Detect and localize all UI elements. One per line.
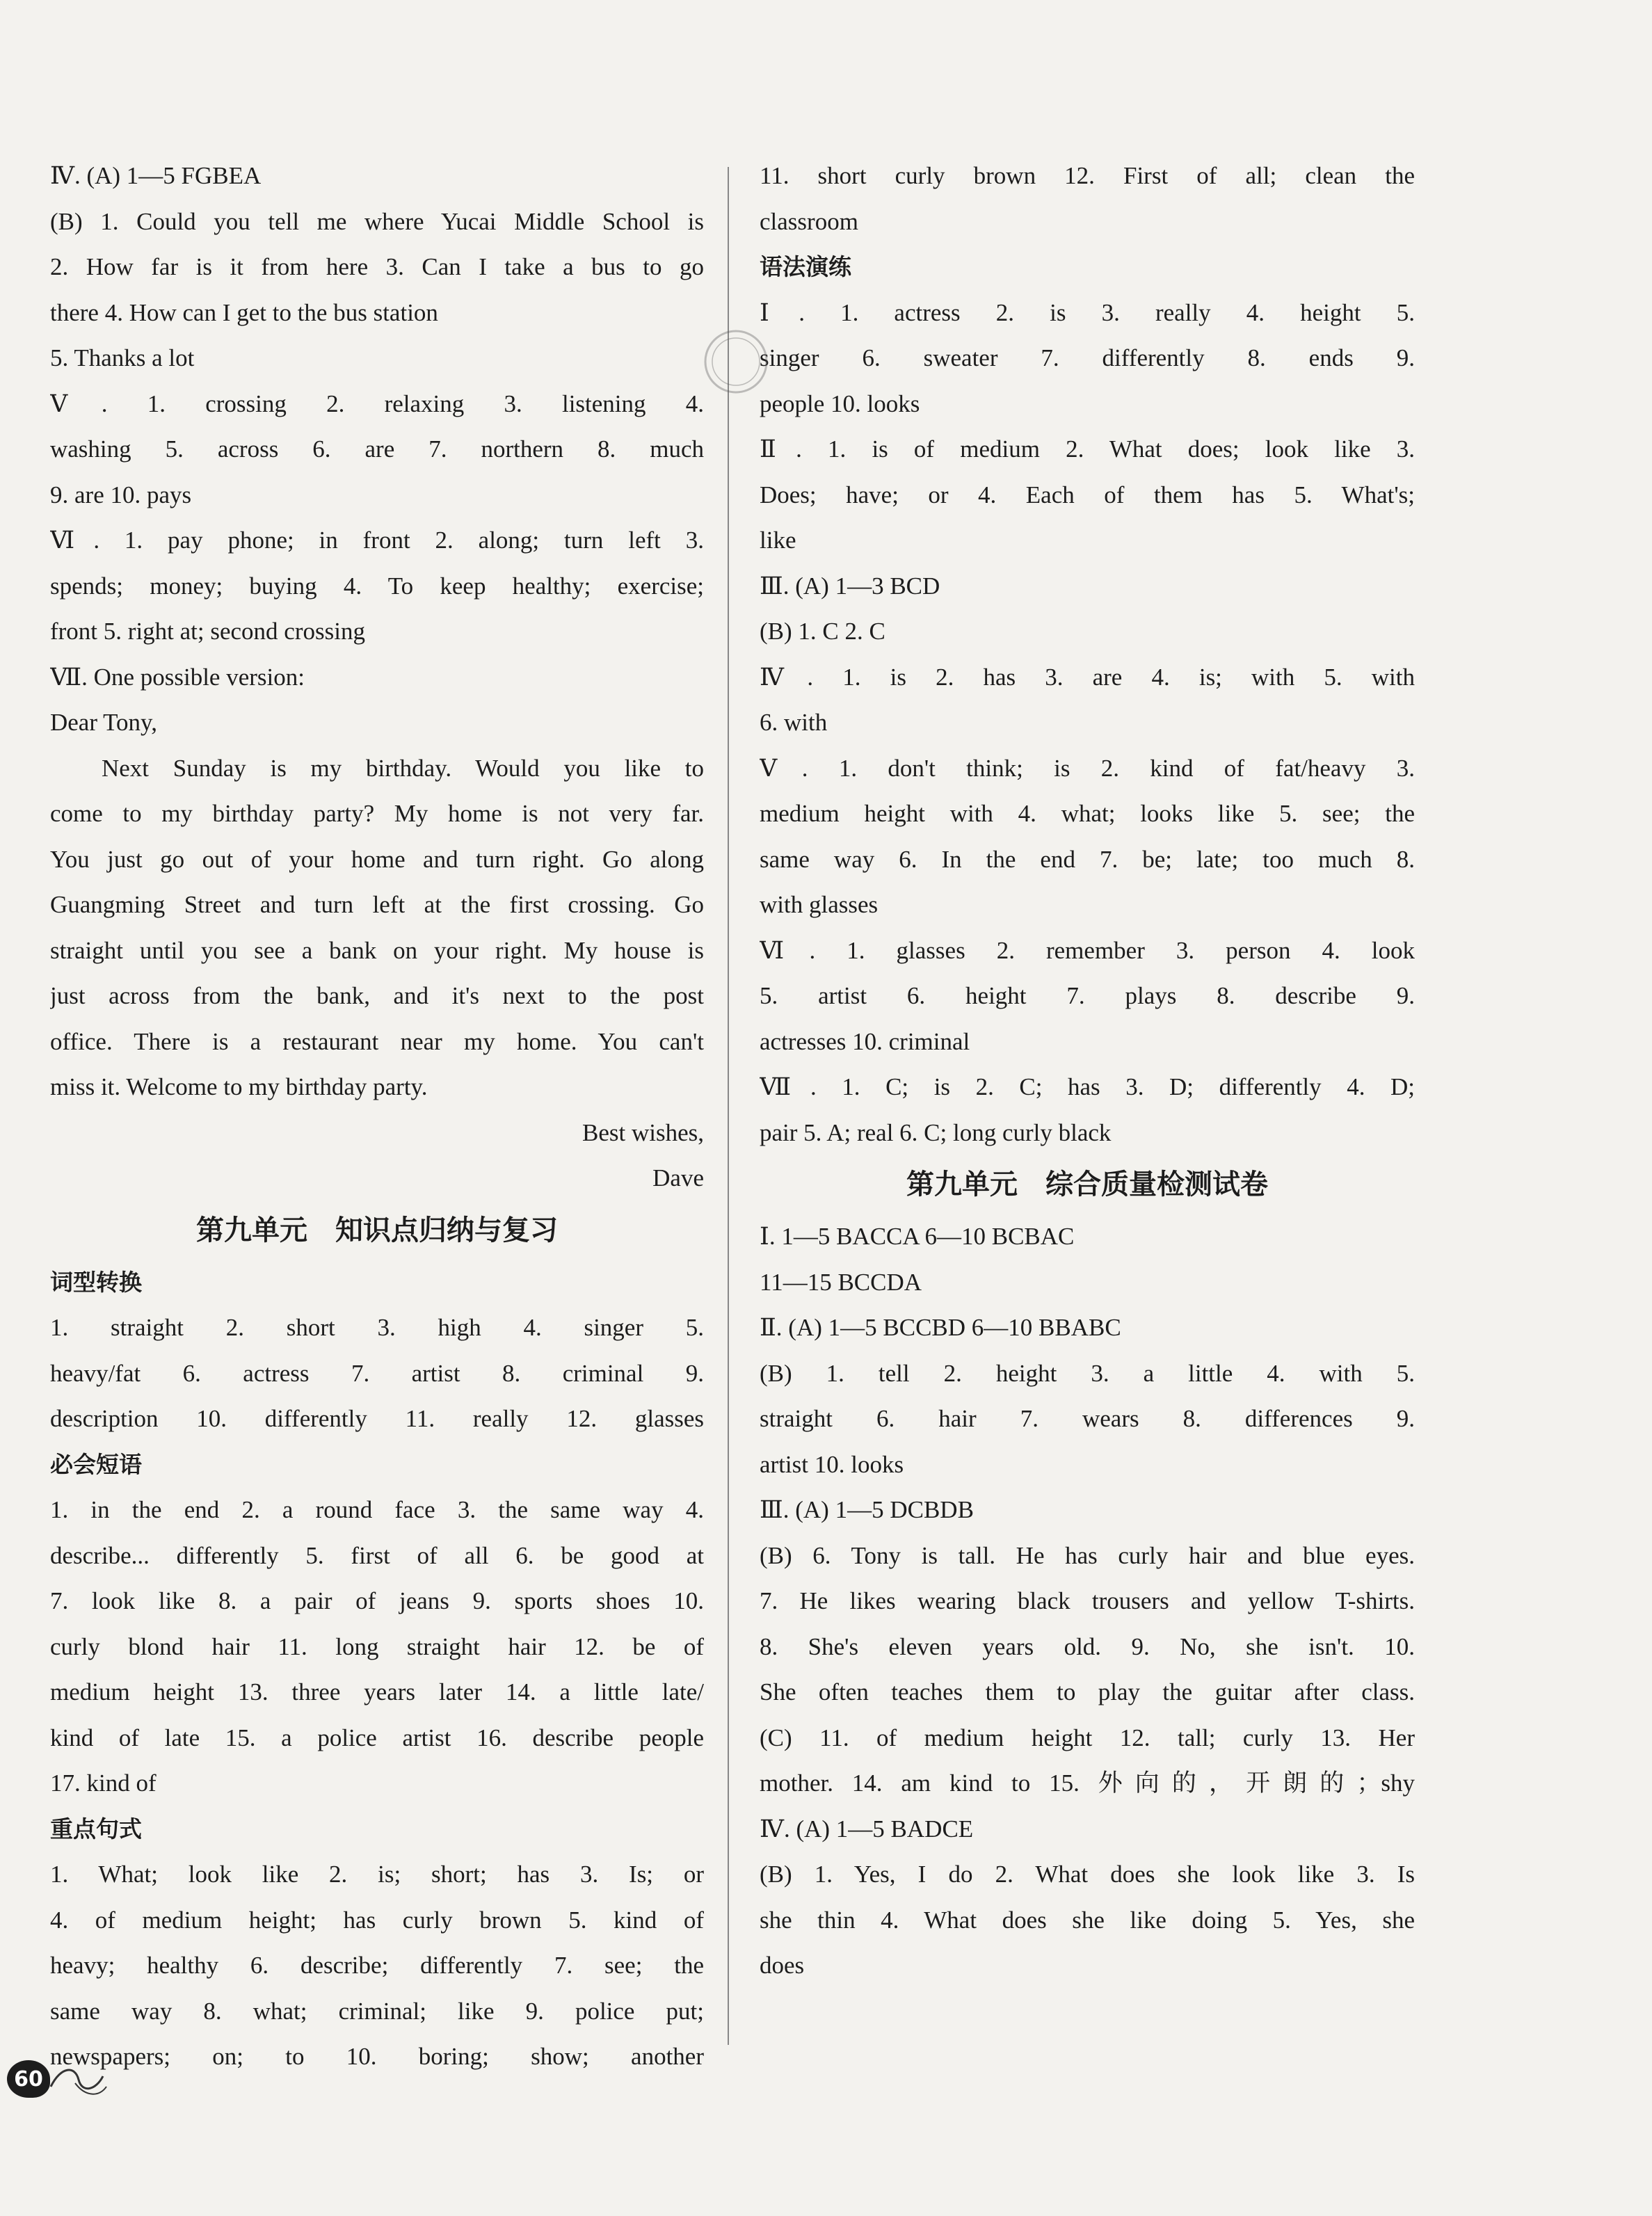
- left-line: office. There is a restaurant near my home. You can't: [50, 1027, 704, 1055]
- right-line: (C) 11. of medium height 12. tall; curly 13. Her: [760, 1724, 1415, 1751]
- left-line: 2. How far is it from here 3. Can I take a bus to go: [50, 253, 704, 280]
- right-line: (B) 1. tell 2. height 3. a little 4. with 5.: [760, 1359, 1415, 1387]
- left-line: miss it. Welcome to my birthday party.: [50, 1073, 428, 1100]
- right-line: same way 6. In the end 7. be; late; too much 8.: [760, 845, 1415, 873]
- right-line: (B) 6. Tony is tall. He has curly hair and blue eyes.: [760, 1541, 1415, 1569]
- left-line: You just go out of your home and turn right. Go along: [50, 845, 704, 873]
- right-line: Ⅵ. 1. glasses 2. remember 3. person 4. look: [760, 936, 1415, 964]
- left-line: Dear Tony,: [50, 709, 158, 736]
- right-line: with glasses: [760, 891, 879, 918]
- left-line: description 10. differently 11. really 12. glasses: [50, 1405, 704, 1432]
- left-line: same way 8. what; criminal; like 9. police put;: [50, 1997, 704, 2025]
- right-line: 11. short curly brown 12. First of all; clean the: [760, 162, 1415, 189]
- watermark-stamp: [701, 327, 771, 396]
- right-line: Ⅰ. 1—5 BACCA 6—10 BCBAC: [760, 1223, 1075, 1250]
- sub-heading: 词型转换: [50, 1268, 142, 1296]
- right-line: 5. artist 6. height 7. plays 8. describe 9.: [760, 982, 1415, 1009]
- left-line: medium height 13. three years later 14. a little late/: [50, 1678, 704, 1705]
- page-number: 60: [7, 2060, 50, 2098]
- right-line: mother. 14. am kind to 15. 外向的，开朗的；shy: [760, 1769, 1415, 1797]
- section-title: 第九单元 知识点归纳与复习: [196, 1214, 558, 1246]
- right-line: (B) 1. Yes, I do 2. What does she look like 3. Is: [760, 1861, 1415, 1888]
- left-line: Ⅵ. 1. pay phone; in front 2. along; turn left 3.: [50, 527, 704, 554]
- right-line: people 10. looks: [760, 390, 920, 417]
- left-line: curly blond hair 11. long straight hair 12. be of: [50, 1632, 704, 1660]
- sub-heading: 必会短语: [50, 1450, 142, 1478]
- left-line: describe... differently 5. first of all 6. be good at: [50, 1541, 704, 1569]
- left-line: just across from the bank, and it's next to the post: [50, 982, 704, 1009]
- right-line: Ⅳ. (A) 1—5 BADCE: [760, 1815, 974, 1842]
- right-line: She often teaches them to play the guitar after class.: [760, 1678, 1415, 1705]
- right-line: Ⅱ. 1. is of medium 2. What does; look like 3.: [760, 435, 1415, 463]
- right-line: Ⅶ. 1. C; is 2. C; has 3. D; differently 4. D;: [760, 1073, 1415, 1100]
- right-line: classroom: [760, 207, 858, 235]
- left-line: washing 5. across 6. are 7. northern 8. much: [50, 435, 704, 463]
- left-line: come to my birthday party? My home is not very far.: [50, 800, 704, 827]
- left-line: newspapers; on; to 10. boring; show; another: [50, 2043, 704, 2070]
- left-line: heavy/fat 6. actress 7. artist 8. criminal 9.: [50, 1359, 704, 1387]
- left-line: Best wishes,: [582, 1118, 704, 1146]
- left-line: front 5. right at; second crossing: [50, 618, 365, 645]
- right-line: does: [760, 1952, 805, 1979]
- right-line: Does; have; or 4. Each of them has 5. What's;: [760, 481, 1415, 508]
- left-line: 9. are 10. pays: [50, 481, 192, 508]
- right-line: pair 5. A; real 6. C; long curly black: [760, 1118, 1112, 1146]
- right-line: like: [760, 527, 796, 554]
- right-line: she thin 4. What does she like doing 5. Yes, she: [760, 1906, 1415, 1934]
- left-line: 7. look like 8. a pair of jeans 9. sports shoes 10.: [50, 1587, 704, 1614]
- right-line: Ⅰ. 1. actress 2. is 3. really 4. height 5.: [760, 298, 1415, 326]
- right-column: [760, 153, 1415, 1989]
- left-line: 1. What; look like 2. is; short; has 3. Is; or: [50, 1861, 704, 1888]
- right-line: (B) 1. C 2. C: [760, 618, 885, 645]
- right-line: Ⅳ. 1. is 2. has 3. are 4. is; with 5. with: [760, 663, 1415, 691]
- left-line: Ⅴ. 1. crossing 2. relaxing 3. listening 4.: [50, 390, 704, 417]
- left-line: (B) 1. Could you tell me where Yucai Middle School is: [50, 207, 704, 235]
- right-line: Ⅴ. 1. don't think; is 2. kind of fat/heavy 3.: [760, 754, 1415, 782]
- right-line: 6. with: [760, 709, 828, 736]
- left-line: heavy; healthy 6. describe; differently 7. see; the: [50, 1952, 704, 1979]
- left-line: straight until you see a bank on your right. My house is: [50, 936, 704, 964]
- left-line: Dave: [652, 1164, 704, 1191]
- left-line: 1. in the end 2. a round face 3. the same way 4.: [50, 1496, 704, 1523]
- right-line: medium height with 4. what; looks like 5. see; the: [760, 800, 1415, 827]
- sub-heading: 重点句式: [50, 1815, 142, 1842]
- column-divider: [728, 167, 729, 2045]
- left-line: 4. of medium height; has curly brown 5. kind of: [50, 1906, 704, 1934]
- left-line: Next Sunday is my birthday. Would you like to: [102, 754, 704, 782]
- section-title: 第九单元 综合质量检测试卷: [906, 1169, 1268, 1201]
- left-line: 17. kind of: [50, 1769, 157, 1797]
- left-line: 5. Thanks a lot: [50, 344, 195, 371]
- right-line: 8. She's eleven years old. 9. No, she isn't. 10.: [760, 1632, 1415, 1660]
- right-line: artist 10. looks: [760, 1450, 904, 1478]
- left-column: [50, 153, 704, 2080]
- right-line: straight 6. hair 7. wears 8. differences 9.: [760, 1405, 1415, 1432]
- right-line: Ⅲ. (A) 1—5 DCBDB: [760, 1496, 974, 1523]
- left-line: Ⅳ. (A) 1—5 FGBEA: [50, 162, 262, 189]
- right-line: Ⅱ. (A) 1—5 BCCBD 6—10 BBABC: [760, 1314, 1121, 1341]
- right-line: actresses 10. criminal: [760, 1027, 970, 1055]
- sub-heading: 语法演练: [760, 253, 851, 280]
- right-line: singer 6. sweater 7. differently 8. ends 9.: [760, 344, 1415, 371]
- right-line: 7. He likes wearing black trousers and yellow T-shirts.: [760, 1587, 1415, 1614]
- left-line: Ⅶ. One possible version:: [50, 663, 305, 691]
- left-line: spends; money; buying 4. To keep healthy; exercise;: [50, 572, 704, 600]
- left-line: kind of late 15. a police artist 16. describe people: [50, 1724, 704, 1751]
- left-line: Guangming Street and turn left at the first crossing. Go: [50, 891, 704, 918]
- left-line: 1. straight 2. short 3. high 4. singer 5.: [50, 1314, 704, 1341]
- right-line: Ⅲ. (A) 1—3 BCD: [760, 572, 940, 600]
- right-line: 11—15 BCCDA: [760, 1268, 922, 1296]
- left-line: there 4. How can I get to the bus station: [50, 298, 438, 326]
- swirl-ornament-icon: [47, 2059, 110, 2101]
